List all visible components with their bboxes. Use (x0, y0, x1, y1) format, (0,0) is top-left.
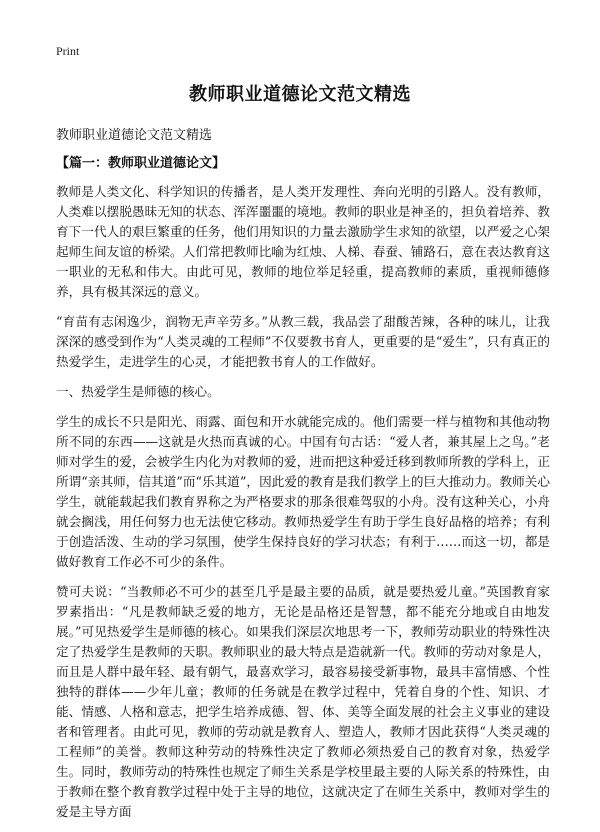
document-subtitle: 教师职业道德论文范文精选 (56, 128, 213, 143)
paragraph: “育苗有志闲逸少，润物无声辛劳多。”从教三载，我品尝了甜酸苦辣，各种的味儿，让我深深的感受到作为“人类灵魂的工程师”不仅要教书育人，更重要的是“爱生”，只有真正的热爱学生，走进学生的心灵，才能把教书育人的工作做好。 (56, 314, 550, 369)
section-heading: 【篇一：教师职业道德论文】 (56, 156, 226, 171)
article-body (56, 182, 550, 832)
paragraph: 赞可夫说：“当教师必不可少的甚至几乎是最主要的品质，就是要热爱儿童。”英国教育家罗素指出：“凡是教师缺乏爱的地方，无论是品格还是智慧，都不能充分地或自由地发展。”可见热爱学生是师德的核心。如果我们深层次地思考一下，教师劳动职业的特殊性决定了热爱学生是教师的天职。教师职业的最大特点是造就新一代。教师的劳动对象是人，而且是人群中最年轻、最有朝气，最喜欢学习，最容易接受新事物，最具丰富情感、个性独特的群体——少年儿童；教师的任务就是在教学过程中，凭着自身的个性、知识、才能、情感、人格和意志，把学生培养成德、智、体、美等全面发展的社会主义事业的建设者和管理者。由此可见，教师的劳动就是教育人、塑造人，教师才因此获得“人类灵魂的工程师”的美誉。教师这种劳动的特殊性决定了教师必须热爱自己的教育对象，热爱学生。同时，教师劳动的特殊性也规定了师生关系是学校里最主要的人际关系的特殊性，由于教师在整个教育教学过程中处于主导的地位，这就决定了在师生关系中，教师对学生的爱是主导方面 (56, 584, 550, 819)
print-link[interactable]: Print (56, 44, 80, 58)
paragraph-heading: 一、热爱学生是师德的核心。 (56, 384, 220, 399)
page-title: 教师职业道德论文范文精选 (189, 84, 411, 105)
paragraph: 学生的成长不只是阳光、雨露、面包和开水就能完成的。他们需要一样与植物和其他动物所不同的东西——这就是火热而真诚的心。中国有句古话：“爱人者，兼其屋上之鸟。”老师对学生的爱，会被学生内化为对教师的爱，进而把这种爱迁移到教师所教的学科上，正所谓“亲其师，信其道”而“乐其道”，因此爱的教育是我们教学上的巨大推动力。教师关心学生，就能载起我们教育界称之为严格要求的那条很难驾驭的小舟。没有这种关心，小舟就会搁浅，用任何努力也无法使它移动。教师热爱学生有助于学生良好品格的培养；有利于创造活泼、生动的学习氛围，使学生保持良好的学习状态；有利于……而这一切，都是做好教育工作必不可少的条件。 (56, 414, 550, 569)
paragraph: 教师是人类文化、科学知识的传播者，是人类开发理性、奔向光明的引路人。没有教师，人类难以摆脱愚昧无知的状态、浑浑噩噩的境地。教师的职业是神圣的，担负着培养、教育下一代人的艰巨繁重的任务，他们用知识的力量去激励学生求知的欲望，以严爱之心架起师生间友谊的桥梁。人们常把教师比喻为红烛、人梯、春蚕、铺路石，意在表达教育这一职业的无私和伟大。由此可见，教师的地位举足轻重，提高教师的素质，重视师德修养，具有极其深远的意义。 (56, 184, 550, 299)
